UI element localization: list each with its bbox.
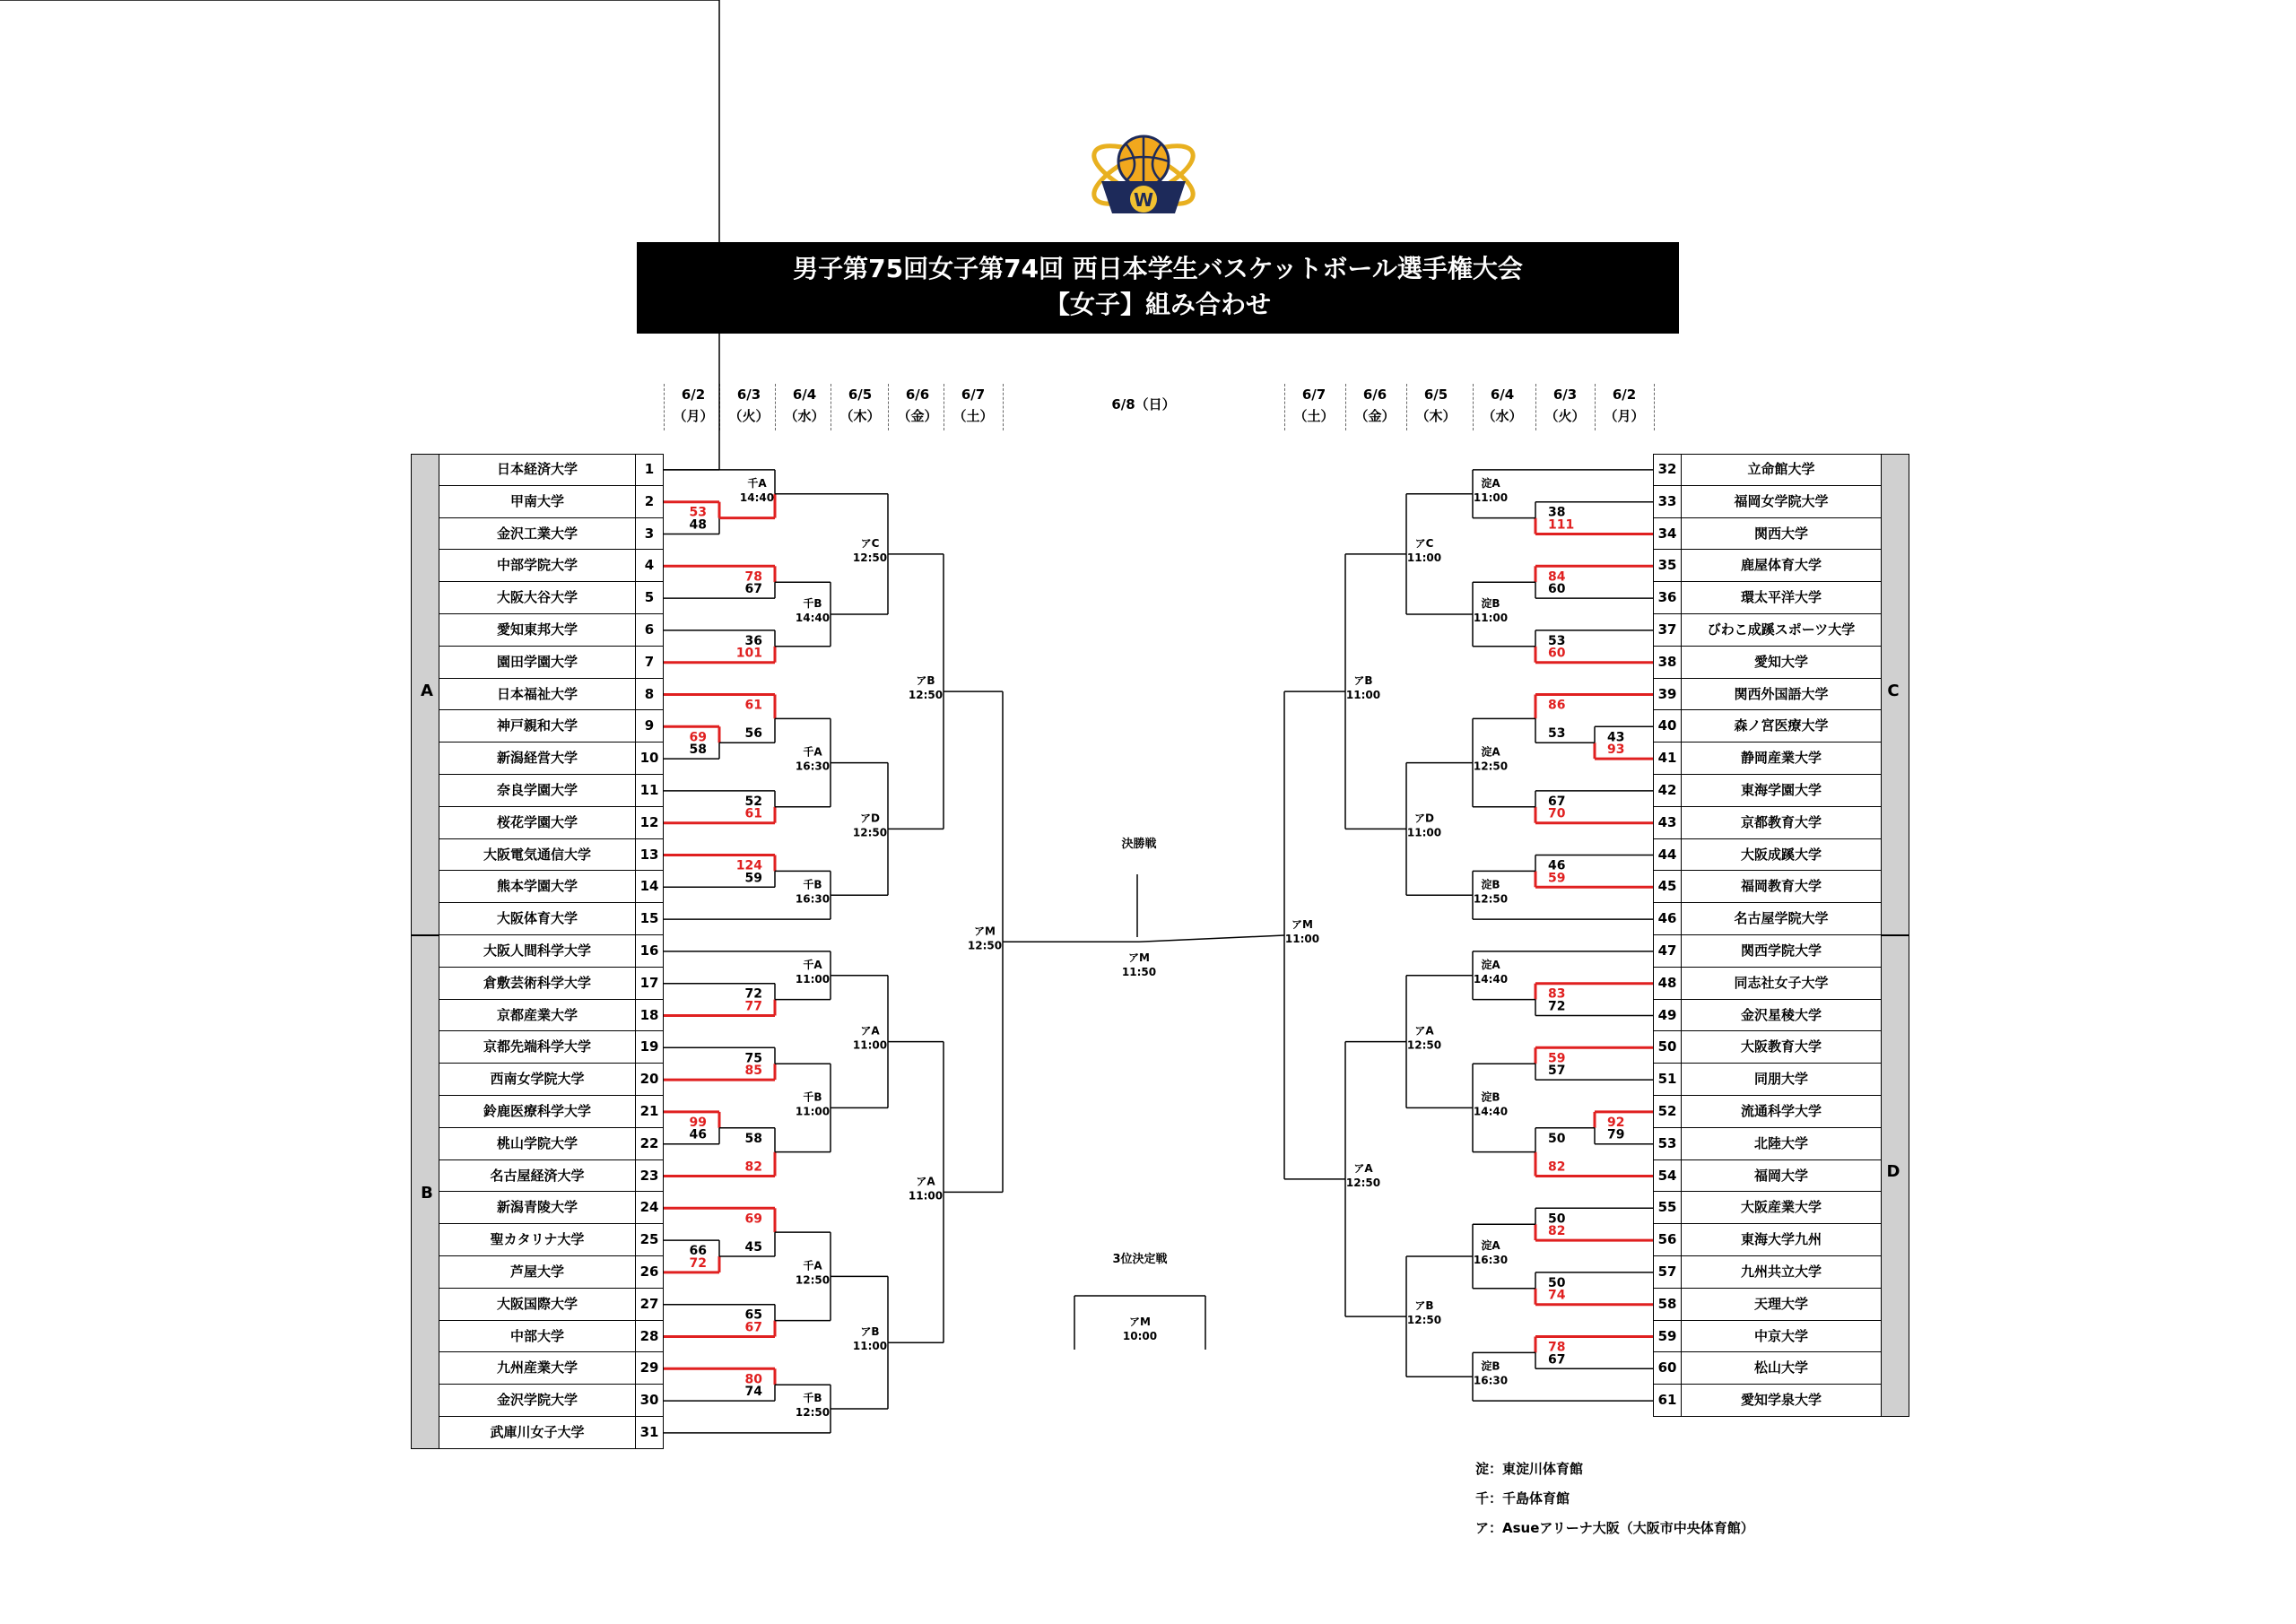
- final-date: 6/8（日）: [1111, 396, 1176, 413]
- score-label: 48: [689, 517, 707, 533]
- team-name: 福岡教育大学: [1682, 871, 1881, 903]
- time-label: 12:50: [1473, 892, 1509, 906]
- venue-label: 淀A: [1481, 476, 1500, 490]
- team-name: 静岡産業大学: [1682, 743, 1881, 775]
- team-name: 日本経済大学: [439, 454, 635, 486]
- team-name: 芦屋大学: [439, 1256, 635, 1289]
- score-label: 82: [744, 1159, 762, 1175]
- venue-label: 淀A: [1481, 745, 1500, 759]
- weekday-label: （月）: [673, 408, 714, 424]
- team-seed: 49: [1653, 1000, 1682, 1032]
- logo-letter: W: [1133, 189, 1154, 211]
- team-seed: 1: [635, 454, 664, 486]
- team-name: 熊本学園大学: [439, 871, 635, 903]
- venue-label: アA: [1353, 1161, 1373, 1175]
- score-label: 60: [1548, 646, 1566, 661]
- time-label: 14:40: [739, 491, 775, 504]
- venue-label: 千A: [747, 476, 767, 490]
- time-label: 12:50: [1345, 1176, 1381, 1189]
- team-name: 九州産業大学: [439, 1352, 635, 1385]
- team-seed: 14: [635, 871, 664, 903]
- score-label: 50: [1548, 1211, 1566, 1227]
- team-seed: 44: [1653, 839, 1682, 872]
- time-label: 12:50: [852, 826, 888, 839]
- team-name: 大阪教育大学: [1682, 1031, 1881, 1064]
- team-name: 京都産業大学: [439, 1000, 635, 1032]
- score-label: 78: [1548, 1340, 1566, 1355]
- time-label: 16:30: [795, 760, 831, 773]
- score-label: 84: [1548, 569, 1566, 585]
- venue-label: 千A: [803, 958, 822, 971]
- score-label: 67: [1548, 794, 1566, 809]
- venue-label: 淀B: [1481, 1359, 1500, 1373]
- team-seed: 54: [1653, 1160, 1682, 1193]
- team-name: 愛知大学: [1682, 647, 1881, 679]
- score-label: 77: [744, 999, 762, 1014]
- date-label: 6/3: [1552, 386, 1578, 403]
- team-name: 西南女学院大学: [439, 1064, 635, 1096]
- title-line-2: 【女子】組み合わせ: [1044, 290, 1271, 319]
- weekday-label: （金）: [897, 408, 938, 424]
- date-label: 6/7: [961, 386, 986, 403]
- time-label: 11:00: [1473, 491, 1509, 504]
- time-label: 11:00: [795, 1105, 831, 1118]
- block-label-c: C: [1887, 682, 1900, 700]
- time-label: 11:00: [908, 1189, 944, 1203]
- time-label: 16:30: [1473, 1374, 1509, 1387]
- time-label: 12:50: [1406, 1038, 1442, 1052]
- team-name: 大阪人間科学大学: [439, 935, 635, 968]
- team-name: 京都教育大学: [1682, 807, 1881, 839]
- venue-label: 千B: [803, 597, 822, 610]
- team-seed: 26: [635, 1256, 664, 1289]
- team-seed: 24: [635, 1192, 664, 1224]
- time-label: 11:00: [1345, 689, 1381, 702]
- team-name: 京都先端科学大学: [439, 1031, 635, 1064]
- team-seed: 32: [1653, 454, 1682, 486]
- venue-label: アB: [916, 674, 935, 688]
- score-label: 58: [689, 743, 707, 758]
- team-name: 金沢工業大学: [439, 518, 635, 551]
- date-label: 6/5: [848, 386, 873, 403]
- team-seed: 52: [1653, 1096, 1682, 1128]
- block-label-d: D: [1886, 1162, 1900, 1181]
- team-seed: 16: [635, 935, 664, 968]
- team-seed: 20: [635, 1064, 664, 1096]
- score-label: 72: [689, 1255, 707, 1271]
- score-label: 93: [1607, 743, 1625, 758]
- score-label: 67: [744, 1320, 762, 1335]
- team-name: 東海大学九州: [1682, 1224, 1881, 1256]
- score-label: 58: [744, 1131, 762, 1146]
- weekday-label: （火）: [1544, 408, 1586, 424]
- time-label: 14:40: [795, 612, 831, 624]
- team-name: 中部学院大学: [439, 550, 635, 582]
- team-name: 武庫川女子大学: [439, 1417, 635, 1449]
- team-name: 流通科学大学: [1682, 1096, 1881, 1128]
- score-label: 46: [689, 1127, 707, 1142]
- team-name: 大阪国際大学: [439, 1289, 635, 1321]
- time-label: 11:00: [852, 1038, 888, 1052]
- team-seed: 7: [635, 647, 664, 679]
- team-name: 関西学院大学: [1682, 935, 1881, 968]
- score-label: 59: [1548, 871, 1566, 886]
- team-seed: 58: [1653, 1289, 1682, 1321]
- team-seed: 45: [1653, 871, 1682, 903]
- score-label: 65: [744, 1307, 762, 1323]
- venue-label: 淀B: [1481, 1090, 1500, 1104]
- third-place-label: 3位決定戦: [1112, 1253, 1168, 1266]
- team-name: 中京大学: [1682, 1321, 1881, 1353]
- time-label: 11:00: [795, 972, 831, 986]
- weekday-label: （火）: [728, 408, 770, 424]
- score-label: 61: [744, 806, 762, 821]
- score-label: 70: [1548, 806, 1566, 821]
- venue-label: 千A: [803, 1259, 822, 1272]
- score-label: 66: [689, 1244, 707, 1259]
- team-name: 中部大学: [439, 1321, 635, 1353]
- team-name: 大阪成蹊大学: [1682, 839, 1881, 872]
- team-seed: 22: [635, 1128, 664, 1160]
- venue-label: 千B: [803, 878, 822, 891]
- time-label: 16:30: [1473, 1254, 1509, 1266]
- team-seed: 51: [1653, 1064, 1682, 1096]
- team-name: 同朋大学: [1682, 1064, 1881, 1096]
- score-label: 72: [744, 986, 762, 1002]
- score-label: 85: [744, 1064, 762, 1079]
- venue-label: アD: [1414, 812, 1434, 825]
- time-label: 12:50: [795, 1406, 831, 1420]
- weekday-label: （木）: [839, 408, 881, 424]
- team-name: 環太平洋大学: [1682, 582, 1881, 614]
- score-label: 61: [744, 698, 762, 713]
- venue-label: 千B: [803, 1090, 822, 1104]
- time-label: 11:00: [1473, 612, 1509, 624]
- weekday-label: （金）: [1354, 408, 1396, 424]
- team-seed: 9: [635, 710, 664, 743]
- team-name: 大阪産業大学: [1682, 1192, 1881, 1224]
- team-name: 鹿屋体育大学: [1682, 550, 1881, 582]
- score-label: 124: [735, 858, 762, 873]
- team-seed: 3: [635, 518, 664, 551]
- team-name: 大阪大谷大学: [439, 582, 635, 614]
- score-label: 75: [744, 1051, 762, 1066]
- score-label: 82: [1548, 1159, 1566, 1175]
- team-name: 桃山学院大学: [439, 1128, 635, 1160]
- date-label: 6/4: [792, 386, 817, 403]
- score-label: 43: [1607, 730, 1625, 745]
- venue-label: 淀A: [1481, 1239, 1500, 1252]
- score-label: 80: [744, 1372, 762, 1387]
- team-name: 天理大学: [1682, 1289, 1881, 1321]
- team-seed: 17: [635, 968, 664, 1000]
- team-name: 名古屋学院大学: [1682, 903, 1881, 935]
- team-name: 金沢学院大学: [439, 1385, 635, 1417]
- score-label: 50: [1548, 1131, 1566, 1146]
- time-label: 12:50: [908, 689, 944, 702]
- final-venue: アM: [1128, 951, 1150, 964]
- final-time: 11:50: [1121, 966, 1157, 978]
- block-label-a: A: [421, 682, 433, 700]
- team-seed: 35: [1653, 550, 1682, 582]
- date-label: 6/6: [905, 386, 930, 403]
- score-label: 59: [744, 871, 762, 886]
- third-place-time: 10:00: [1122, 1330, 1158, 1342]
- team-seed: 46: [1653, 903, 1682, 935]
- team-seed: 6: [635, 614, 664, 647]
- date-label: 6/2: [681, 386, 706, 403]
- team-name: 北陸大学: [1682, 1128, 1881, 1160]
- score-label: 57: [1548, 1064, 1566, 1079]
- score-label: 67: [1548, 1352, 1566, 1368]
- team-seed: 56: [1653, 1224, 1682, 1256]
- team-seed: 42: [1653, 775, 1682, 807]
- venue-label: 千A: [803, 745, 822, 759]
- team-name: 新潟青陵大学: [439, 1192, 635, 1224]
- team-seed: 61: [1653, 1385, 1682, 1417]
- team-name: 福岡女学院大学: [1682, 486, 1881, 518]
- team-seed: 5: [635, 582, 664, 614]
- time-label: 12:50: [1473, 760, 1509, 773]
- score-label: 69: [744, 1211, 762, 1227]
- team-name: 新潟経営大学: [439, 743, 635, 775]
- team-seed: 13: [635, 839, 664, 872]
- team-seed: 33: [1653, 486, 1682, 518]
- score-label: 82: [1548, 1224, 1566, 1239]
- team-name: 愛知学泉大学: [1682, 1385, 1881, 1417]
- team-name: 松山大学: [1682, 1352, 1881, 1385]
- score-label: 45: [744, 1240, 762, 1255]
- team-seed: 43: [1653, 807, 1682, 839]
- team-seed: 47: [1653, 935, 1682, 968]
- team-seed: 2: [635, 486, 664, 518]
- score-label: 92: [1607, 1115, 1625, 1130]
- venue-label: アM: [1292, 918, 1313, 931]
- score-label: 53: [1548, 633, 1566, 648]
- third-place-venue: アM: [1129, 1316, 1151, 1328]
- team-name: 同志社女子大学: [1682, 968, 1881, 1000]
- time-label: 12:50: [967, 939, 1003, 952]
- venue-label: 淀B: [1481, 878, 1500, 891]
- venue-label: 淀A: [1481, 958, 1500, 971]
- team-seed: 59: [1653, 1321, 1682, 1353]
- final-line-center: [1139, 935, 1284, 942]
- team-seed: 34: [1653, 518, 1682, 551]
- team-seed: 41: [1653, 743, 1682, 775]
- time-label: 11:00: [1406, 826, 1442, 839]
- venue-label: アA: [860, 1024, 880, 1038]
- team-seed: 10: [635, 743, 664, 775]
- team-seed: 4: [635, 550, 664, 582]
- score-label: 59: [1548, 1051, 1566, 1066]
- team-name: 大阪電気通信大学: [439, 839, 635, 872]
- venue-label: アB: [860, 1325, 880, 1339]
- score-label: 74: [1548, 1288, 1566, 1303]
- team-name: 名古屋経済大学: [439, 1160, 635, 1193]
- venue-label: アC: [860, 536, 880, 550]
- venue-label: 千B: [803, 1392, 822, 1405]
- team-name: 鈴鹿医療科学大学: [439, 1096, 635, 1128]
- team-seed: 28: [635, 1321, 664, 1353]
- time-label: 12:50: [795, 1273, 831, 1287]
- weekday-label: （月）: [1604, 408, 1645, 424]
- team-name: 大阪体育大学: [439, 903, 635, 935]
- time-label: 11:00: [852, 1340, 888, 1353]
- team-seed: 53: [1653, 1128, 1682, 1160]
- team-seed: 18: [635, 1000, 664, 1032]
- venue-label: アB: [1414, 1299, 1434, 1313]
- team-name: 関西大学: [1682, 518, 1881, 551]
- block-label-b: B: [421, 1184, 433, 1203]
- time-label: 11:00: [1284, 933, 1320, 945]
- score-label: 79: [1607, 1127, 1625, 1142]
- score-label: 86: [1548, 698, 1566, 713]
- team-name: びわこ成蹊スポーツ大学: [1682, 614, 1881, 647]
- team-seed: 23: [635, 1160, 664, 1193]
- team-name: 東海学園大学: [1682, 775, 1881, 807]
- team-seed: 30: [635, 1385, 664, 1417]
- venue-label: アA: [1414, 1024, 1434, 1038]
- team-seed: 38: [1653, 647, 1682, 679]
- weekday-label: （土）: [952, 408, 994, 424]
- team-seed: 36: [1653, 582, 1682, 614]
- venue-label: アM: [974, 925, 996, 938]
- score-label: 99: [689, 1115, 707, 1130]
- team-name: 倉敷芸術科学大学: [439, 968, 635, 1000]
- title-line-1: 男子第75回女子第74回 西日本学生バスケットボール選手権大会: [793, 254, 1523, 283]
- time-label: 16:30: [795, 892, 831, 906]
- legend-item-yodo: 淀：東淀川体育館: [1475, 1461, 1584, 1477]
- team-name: 立命館大学: [1682, 454, 1881, 486]
- weekday-label: （土）: [1293, 408, 1335, 424]
- team-seed: 19: [635, 1031, 664, 1064]
- date-label: 6/4: [1490, 386, 1515, 403]
- date-label: 6/6: [1362, 386, 1387, 403]
- venue-label: アC: [1414, 536, 1434, 550]
- team-seed: 11: [635, 775, 664, 807]
- legend-item-chishima: 千：千島体育館: [1475, 1490, 1570, 1507]
- venue-label: 淀B: [1481, 597, 1500, 610]
- score-label: 67: [744, 582, 762, 597]
- score-label: 53: [1548, 726, 1566, 742]
- team-seed: 55: [1653, 1192, 1682, 1224]
- venue-label: アB: [1353, 674, 1373, 688]
- team-seed: 8: [635, 679, 664, 711]
- score-label: 50: [1548, 1275, 1566, 1290]
- score-label: 111: [1548, 517, 1575, 533]
- team-name: 甲南大学: [439, 486, 635, 518]
- score-label: 101: [735, 646, 762, 661]
- score-label: 72: [1548, 999, 1566, 1014]
- final-label: 決勝戦: [1121, 838, 1157, 851]
- score-label: 46: [1548, 858, 1566, 873]
- venue-label: アA: [916, 1175, 935, 1188]
- score-label: 53: [689, 505, 707, 520]
- team-name: 園田学園大学: [439, 647, 635, 679]
- team-seed: 25: [635, 1224, 664, 1256]
- date-label: 6/3: [736, 386, 761, 403]
- score-label: 56: [744, 726, 762, 742]
- venue-label: アD: [860, 812, 880, 825]
- weekday-label: （木）: [1415, 408, 1457, 424]
- team-name: 森ノ宮医療大学: [1682, 710, 1881, 743]
- time-label: 12:50: [852, 551, 888, 564]
- score-label: 78: [744, 569, 762, 585]
- score-label: 38: [1548, 505, 1566, 520]
- date-label: 6/7: [1301, 386, 1326, 403]
- team-seed: 12: [635, 807, 664, 839]
- team-name: 福岡大学: [1682, 1160, 1881, 1193]
- team-seed: 39: [1653, 679, 1682, 711]
- legend-item-asue: ア：Asueアリーナ大阪（大阪市中央体育館）: [1475, 1520, 1754, 1536]
- time-label: 11:00: [1406, 551, 1442, 564]
- time-label: 12:50: [1406, 1314, 1442, 1327]
- score-label: 52: [744, 794, 762, 809]
- team-seed: 31: [635, 1417, 664, 1449]
- weekday-label: （水）: [1482, 408, 1523, 424]
- team-name: 桜花学園大学: [439, 807, 635, 839]
- team-name: 関西外国語大学: [1682, 679, 1881, 711]
- score-label: 36: [744, 633, 762, 648]
- team-name: 金沢星稜大学: [1682, 1000, 1881, 1032]
- weekday-label: （水）: [784, 408, 825, 424]
- team-seed: 40: [1653, 710, 1682, 743]
- team-name: 日本福祉大学: [439, 679, 635, 711]
- team-seed: 21: [635, 1096, 664, 1128]
- team-name: 神戸親和大学: [439, 710, 635, 743]
- team-seed: 57: [1653, 1256, 1682, 1289]
- team-name: 愛知東邦大学: [439, 614, 635, 647]
- team-seed: 48: [1653, 968, 1682, 1000]
- team-seed: 50: [1653, 1031, 1682, 1064]
- team-seed: 29: [635, 1352, 664, 1385]
- team-seed: 27: [635, 1289, 664, 1321]
- score-label: 60: [1548, 582, 1566, 597]
- score-label: 74: [744, 1385, 762, 1400]
- team-name: 聖カタリナ大学: [439, 1224, 635, 1256]
- team-name: 九州共立大学: [1682, 1256, 1881, 1289]
- venue-legend: [1475, 1455, 1754, 1543]
- time-label: 14:40: [1473, 972, 1509, 986]
- team-seed: 15: [635, 903, 664, 935]
- time-label: 14:40: [1473, 1105, 1509, 1118]
- score-label: 69: [689, 730, 707, 745]
- date-label: 6/2: [1612, 386, 1637, 403]
- team-seed: 60: [1653, 1352, 1682, 1385]
- team-seed: 37: [1653, 614, 1682, 647]
- score-label: 83: [1548, 986, 1566, 1002]
- date-label: 6/5: [1423, 386, 1448, 403]
- team-name: 奈良学園大学: [439, 775, 635, 807]
